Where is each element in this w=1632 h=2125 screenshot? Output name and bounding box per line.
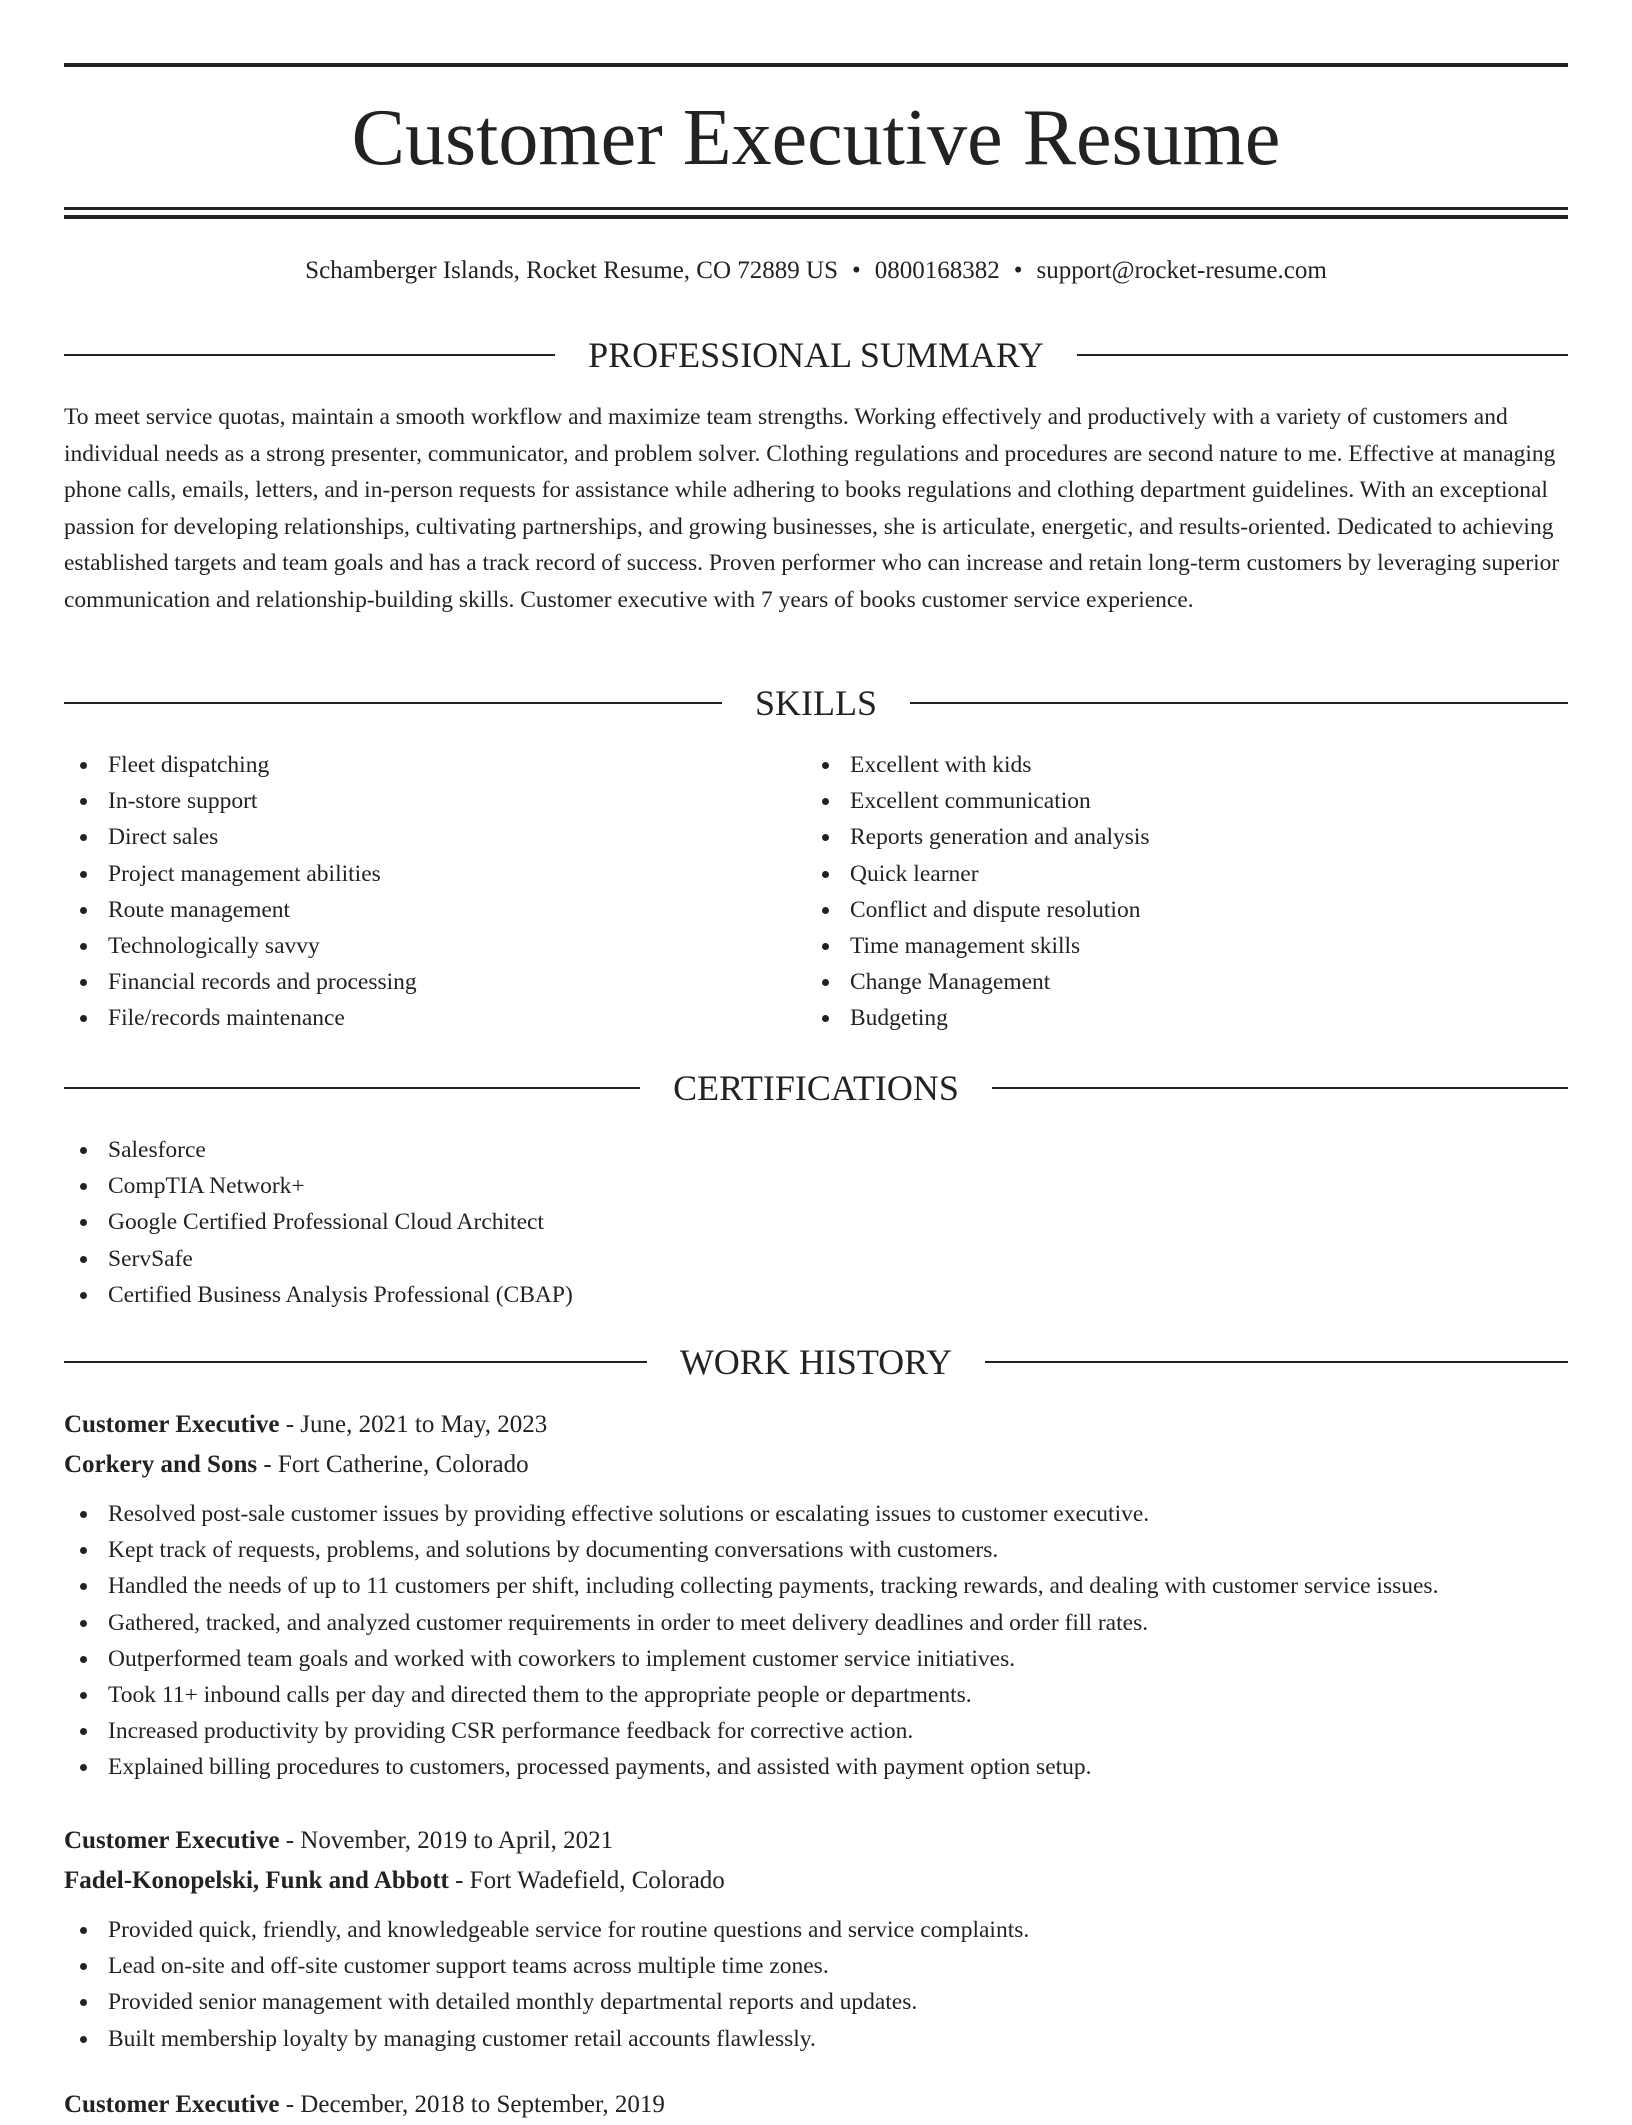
skill-item: Excellent communication <box>806 783 1568 819</box>
job-bullet: Provided quick, friendly, and knowledgeable service for routine questions and service complaints. <box>64 1912 1568 1948</box>
skill-item: Project management abilities <box>64 856 804 892</box>
job-dates: - December, 2018 to September, 2019 <box>279 2091 665 2118</box>
skill-item: Technologically savvy <box>64 928 804 964</box>
section-heading-certifications <box>64 1066 1568 1110</box>
heading-rule <box>910 702 1568 704</box>
certification-item: Google Certified Professional Cloud Architect <box>64 1204 1568 1240</box>
job-bullet: Took 11+ inbound calls per day and directed them to the appropriate people or departments. <box>64 1677 1568 1713</box>
skill-item: Time management skills <box>806 928 1568 964</box>
job-entry <box>64 1821 1568 2057</box>
section-heading-summary <box>64 333 1568 377</box>
heading-rule <box>985 1361 1568 1363</box>
section-heading-skills <box>64 681 1568 725</box>
certification-item: Certified Business Analysis Professional (CBAP) <box>64 1277 1568 1313</box>
job-bullet: Lead on-site and off-site customer support teams across multiple time zones. <box>64 1948 1568 1984</box>
certifications-list <box>64 1132 1568 1313</box>
section-title: WORK HISTORY <box>679 1342 953 1382</box>
contact-separator: • <box>851 257 861 284</box>
job-bullet: Explained billing procedures to customers, processed payments, and assisted with payment option setup. <box>64 1749 1568 1785</box>
skill-item: Direct sales <box>64 819 804 855</box>
contact-email: support@rocket-resume.com <box>1036 257 1327 284</box>
job-company-line <box>64 1445 1568 1485</box>
contact-address: Schamberger Islands, Rocket Resume, CO 72889 US <box>305 257 838 284</box>
skill-item: In-store support <box>64 783 804 819</box>
skill-item: File/records maintenance <box>64 1000 804 1036</box>
job-bullets <box>64 1496 1568 1786</box>
heading-rule <box>992 1087 1568 1089</box>
job-title: Customer Executive <box>64 2091 280 2118</box>
job-title-line <box>64 1405 1568 1445</box>
section-heading-work-history <box>64 1340 1568 1384</box>
skill-item: Route management <box>64 892 804 928</box>
skills-list-right <box>806 747 1568 1037</box>
heading-rule <box>64 1087 640 1089</box>
heading-rule <box>64 354 555 356</box>
certification-item: ServSafe <box>64 1241 1568 1277</box>
job-title-line <box>64 2085 1568 2125</box>
job-bullet: Outperformed team goals and worked with coworkers to implement customer service initiatives. <box>64 1641 1568 1677</box>
title-rule-upper <box>64 207 1568 210</box>
section-title: CERTIFICATIONS <box>673 1068 959 1108</box>
heading-rule <box>64 702 722 704</box>
job-bullet: Handled the needs of up to 11 customers per shift, including collecting payments, tracking rewards, and dealing with customer service issues. <box>64 1568 1568 1604</box>
job-entry <box>64 2085 1568 2125</box>
job-bullet: Resolved post-sale customer issues by providing effective solutions or escalating issues to customer executive. <box>64 1496 1568 1532</box>
job-title: Customer Executive <box>64 1827 280 1854</box>
certification-item: CompTIA Network+ <box>64 1168 1568 1204</box>
job-title-line <box>64 1821 1568 1861</box>
heading-rule <box>64 1361 647 1363</box>
certification-item: Salesforce <box>64 1132 1568 1168</box>
job-bullet: Provided senior management with detailed monthly departmental reports and updates. <box>64 1984 1568 2020</box>
job-entry <box>64 1405 1568 1786</box>
resume-title: Customer Executive Resume <box>351 94 1281 182</box>
top-rule <box>64 63 1568 67</box>
skill-item: Change Management <box>806 964 1568 1000</box>
contact-phone: 0800168382 <box>874 257 1000 284</box>
job-bullet: Kept track of requests, problems, and solutions by documenting conversations with customers. <box>64 1532 1568 1568</box>
job-location: - Fort Wadefield, Colorado <box>448 1867 725 1894</box>
job-bullet: Increased productivity by providing CSR performance feedback for corrective action. <box>64 1713 1568 1749</box>
section-title: SKILLS <box>755 683 878 723</box>
skill-item: Financial records and processing <box>64 964 804 1000</box>
job-location: - Fort Catherine, Colorado <box>257 1451 529 1478</box>
summary-text: To meet service quotas, maintain a smooth workflow and maximize team strengths. Working effectively and productively with a variety of customers and individual needs as a strong presenter, communicator, and problem solver. Clothing regulations and procedures are second nature to me. Effective at managing phone calls, emails, letters, and in-person requests for assistance while adhering to books regulations and clothing department guidelines. With an exceptional passion for developing relationships, cultivating partnerships, and growing businesses, she is articulate, energetic, and results-oriented. Dedicated to achieving established targets and team goals and has a track record of success. Proven performer who can increase and retain long-term customers by leveraging superior communication and relationship-building skills. Customer executive with 7 years of books customer service experience. <box>64 404 1560 613</box>
section-title: PROFESSIONAL SUMMARY <box>588 335 1044 375</box>
skill-item: Fleet dispatching <box>64 747 804 783</box>
title-rule-lower <box>64 215 1568 219</box>
job-bullet: Built membership loyalty by managing customer retail accounts flawlessly. <box>64 2021 1568 2057</box>
skill-item: Quick learner <box>806 856 1568 892</box>
skill-item: Reports generation and analysis <box>806 819 1568 855</box>
skill-item: Excellent with kids <box>806 747 1568 783</box>
job-company: Fadel-Konopelski, Funk and Abbott <box>64 1867 449 1894</box>
job-company: Corkery and Sons <box>64 1451 258 1478</box>
skills-list-left <box>64 747 804 1037</box>
job-dates: - November, 2019 to April, 2021 <box>279 1827 614 1854</box>
job-company-line <box>64 1861 1568 1901</box>
job-bullets <box>64 1912 1568 2057</box>
job-bullet: Gathered, tracked, and analyzed customer requirements in order to meet delivery deadlines and order fill rates. <box>64 1605 1568 1641</box>
job-dates: - June, 2021 to May, 2023 <box>279 1411 548 1438</box>
skill-item: Conflict and dispute resolution <box>806 892 1568 928</box>
job-title: Customer Executive <box>64 1411 280 1438</box>
contact-separator: • <box>1013 257 1023 284</box>
heading-rule <box>1077 354 1568 356</box>
skill-item: Budgeting <box>806 1000 1568 1036</box>
contact-line <box>64 253 1568 289</box>
